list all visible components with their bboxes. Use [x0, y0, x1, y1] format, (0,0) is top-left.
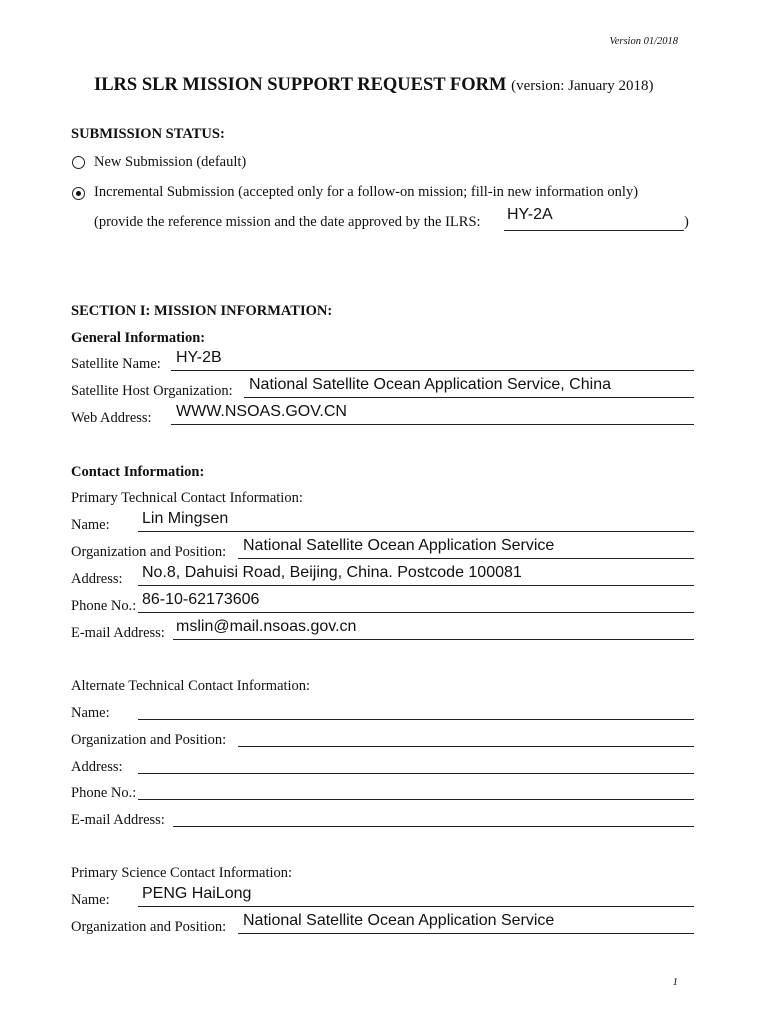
- alternate-tech-org-label: Organization and Position:: [71, 732, 227, 748]
- satellite-name-underline: [171, 370, 694, 371]
- primary-tech-org-label: Organization and Position:: [71, 544, 227, 560]
- primary-science-name-label: Name:: [71, 892, 110, 908]
- primary-tech-name-underline: [138, 531, 694, 532]
- reference-mission-prompt: (provide the reference mission and the date approved by the ILRS:: [94, 214, 481, 230]
- contact-info-heading: Contact Information:: [71, 464, 205, 480]
- incremental-submission-label: Incremental Submission (accepted only for a follow-on mission; fill-in new information only): [94, 184, 639, 200]
- primary-tech-address-field[interactable]: No.8, Dahuisi Road, Beijing, China. Postcode 100081: [142, 564, 522, 581]
- host-org-label: Satellite Host Organization:: [71, 383, 233, 399]
- reference-mission-underline: [504, 230, 684, 231]
- alternate-tech-phone-field[interactable]: [138, 799, 694, 800]
- radio-selected-dot: [76, 191, 81, 196]
- primary-tech-phone-underline: [138, 612, 694, 613]
- primary-tech-heading: Primary Technical Contact Information:: [71, 490, 303, 506]
- web-address-field[interactable]: WWW.NSOAS.GOV.CN: [176, 403, 347, 420]
- primary-tech-name-label: Name:: [71, 517, 110, 533]
- form-title-version: (version: January 2018): [511, 78, 654, 94]
- primary-science-org-field[interactable]: National Satellite Ocean Application Service: [243, 912, 555, 929]
- form-title: [94, 75, 654, 96]
- new-submission-radio[interactable]: [72, 156, 85, 169]
- alternate-tech-heading: Alternate Technical Contact Information:: [71, 678, 311, 694]
- alternate-tech-org-field[interactable]: [238, 746, 694, 747]
- new-submission-label: New Submission (default): [94, 154, 247, 170]
- primary-tech-email-underline: [173, 639, 694, 640]
- version-label: Version 01/2018: [609, 36, 678, 47]
- satellite-name-field[interactable]: HY-2B: [176, 349, 222, 366]
- web-address-underline: [171, 424, 694, 425]
- form-title-main: ILRS SLR MISSION SUPPORT REQUEST FORM: [94, 75, 507, 95]
- primary-tech-phone-field[interactable]: 86-10-62173606: [142, 591, 260, 608]
- primary-tech-email-label: E-mail Address:: [71, 625, 165, 641]
- alternate-tech-email-field[interactable]: [173, 826, 694, 827]
- satellite-name-label: Satellite Name:: [71, 356, 161, 372]
- primary-tech-org-underline: [238, 558, 694, 559]
- page-number: 1: [672, 976, 678, 988]
- primary-tech-email-field[interactable]: mslin@mail.nsoas.gov.cn: [176, 618, 357, 635]
- reference-mission-field[interactable]: HY-2A: [507, 206, 553, 223]
- submission-status-heading: SUBMISSION STATUS:: [71, 126, 225, 142]
- alternate-tech-address-label: Address:: [71, 759, 123, 775]
- primary-science-org-label: Organization and Position:: [71, 919, 227, 935]
- primary-tech-phone-label: Phone No.:: [71, 598, 137, 614]
- host-org-field[interactable]: National Satellite Ocean Application Service, China: [249, 376, 611, 393]
- general-info-heading: General Information:: [71, 330, 206, 346]
- alternate-tech-name-field[interactable]: [138, 719, 694, 720]
- primary-tech-address-label: Address:: [71, 571, 123, 587]
- host-org-underline: [244, 397, 694, 398]
- primary-tech-address-underline: [138, 585, 694, 586]
- reference-close-paren: ): [684, 214, 689, 230]
- primary-tech-org-field[interactable]: National Satellite Ocean Application Service: [243, 537, 555, 554]
- primary-science-org-underline: [238, 933, 694, 934]
- primary-tech-name-field[interactable]: Lin Mingsen: [142, 510, 229, 527]
- primary-science-name-field[interactable]: PENG HaiLong: [142, 885, 252, 902]
- section1-heading: SECTION I: MISSION INFORMATION:: [71, 303, 333, 319]
- web-address-label: Web Address:: [71, 410, 152, 426]
- alternate-tech-email-label: E-mail Address:: [71, 812, 165, 828]
- alternate-tech-address-field[interactable]: [138, 773, 694, 774]
- primary-science-name-underline: [138, 906, 694, 907]
- primary-science-heading: Primary Science Contact Information:: [71, 865, 293, 881]
- incremental-submission-radio[interactable]: [72, 187, 85, 200]
- alternate-tech-name-label: Name:: [71, 705, 110, 721]
- alternate-tech-phone-label: Phone No.:: [71, 785, 137, 801]
